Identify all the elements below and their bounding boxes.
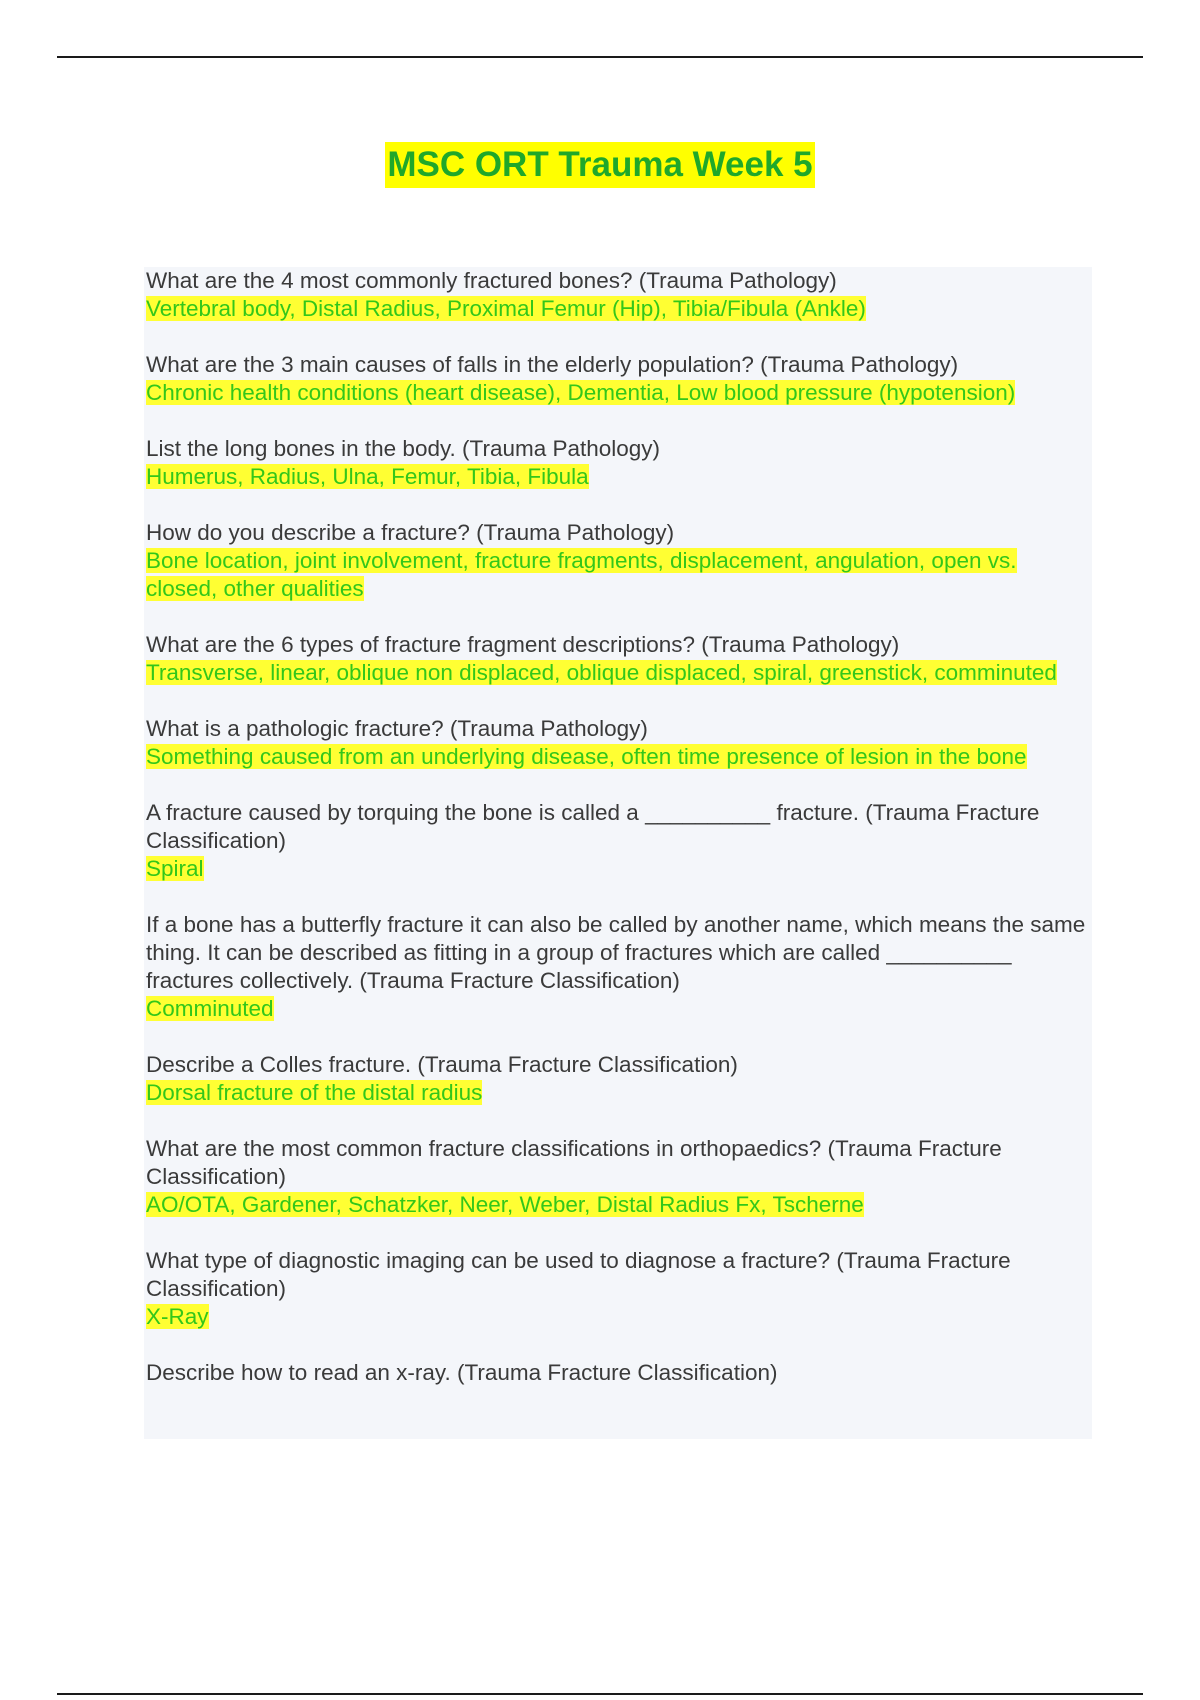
- qa-item: [146, 799, 1092, 883]
- question-text: What are the 6 types of fracture fragment descriptions? (Trauma Pathology): [146, 632, 900, 657]
- qa-item: [146, 267, 1092, 323]
- qa-list: [144, 267, 1092, 1439]
- answer-text: X-Ray: [146, 1304, 209, 1329]
- answer-text: Chronic health conditions (heart disease), Dementia, Low blood pressure (hypotension): [146, 380, 1016, 405]
- qa-item: [146, 1359, 1092, 1387]
- qa-item: [146, 1135, 1092, 1219]
- qa-item: [146, 631, 1092, 687]
- question-text: Describe how to read an x-ray. (Trauma Fracture Classification): [146, 1360, 778, 1385]
- answer-text: Transverse, linear, oblique non displaced, oblique displaced, spiral, greenstick, comminuted: [146, 660, 1057, 685]
- answer-text: Bone location, joint involvement, fracture fragments, displacement, angulation, open vs. closed, other qualities: [146, 548, 1017, 601]
- answer-text: Dorsal fracture of the distal radius: [146, 1080, 483, 1105]
- qa-item: [146, 1051, 1092, 1107]
- question-text: What are the most common fracture classifications in orthopaedics? (Trauma Fracture Classification): [146, 1136, 1002, 1189]
- qa-item: [146, 519, 1092, 603]
- question-text: What are the 3 main causes of falls in the elderly population? (Trauma Pathology): [146, 352, 959, 377]
- page-title: MSC ORT Trauma Week 5: [385, 142, 814, 188]
- question-text: What are the 4 most commonly fractured bones? (Trauma Pathology): [146, 268, 837, 293]
- qa-item: [146, 351, 1092, 407]
- question-text: List the long bones in the body. (Trauma Pathology): [146, 436, 661, 461]
- answer-text: AO/OTA, Gardener, Schatzker, Neer, Weber, Distal Radius Fx, Tscherne: [146, 1192, 864, 1217]
- title-block: [0, 142, 1200, 188]
- qa-item: [146, 911, 1092, 1023]
- question-text: If a bone has a butterfly fracture it can also be called by another name, which means the same thing. It can be described as fitting in a group of fractures which are called __________ fractures collectively. (Trauma Fracture Classification): [146, 912, 1086, 993]
- answer-text: Humerus, Radius, Ulna, Femur, Tibia, Fibula: [146, 464, 589, 489]
- question-text: What type of diagnostic imaging can be used to diagnose a fracture? (Trauma Fracture Classification): [146, 1248, 1011, 1301]
- answer-text: Vertebral body, Distal Radius, Proximal Femur (Hip), Tibia/Fibula (Ankle): [146, 296, 866, 321]
- answer-text: Something caused from an underlying disease, often time presence of lesion in the bone: [146, 744, 1027, 769]
- qa-item: [146, 715, 1092, 771]
- answer-text: Comminuted: [146, 996, 274, 1021]
- question-text: A fracture caused by torquing the bone is called a __________ fracture. (Trauma Fracture Classification): [146, 800, 1040, 853]
- answer-text: Spiral: [146, 856, 204, 881]
- qa-item: [146, 435, 1092, 491]
- top-divider: [57, 56, 1143, 58]
- question-text: What is a pathologic fracture? (Trauma Pathology): [146, 716, 648, 741]
- qa-item: [146, 1247, 1092, 1331]
- question-text: How do you describe a fracture? (Trauma Pathology): [146, 520, 675, 545]
- question-text: Describe a Colles fracture. (Trauma Fracture Classification): [146, 1052, 738, 1077]
- bottom-divider: [57, 1693, 1143, 1695]
